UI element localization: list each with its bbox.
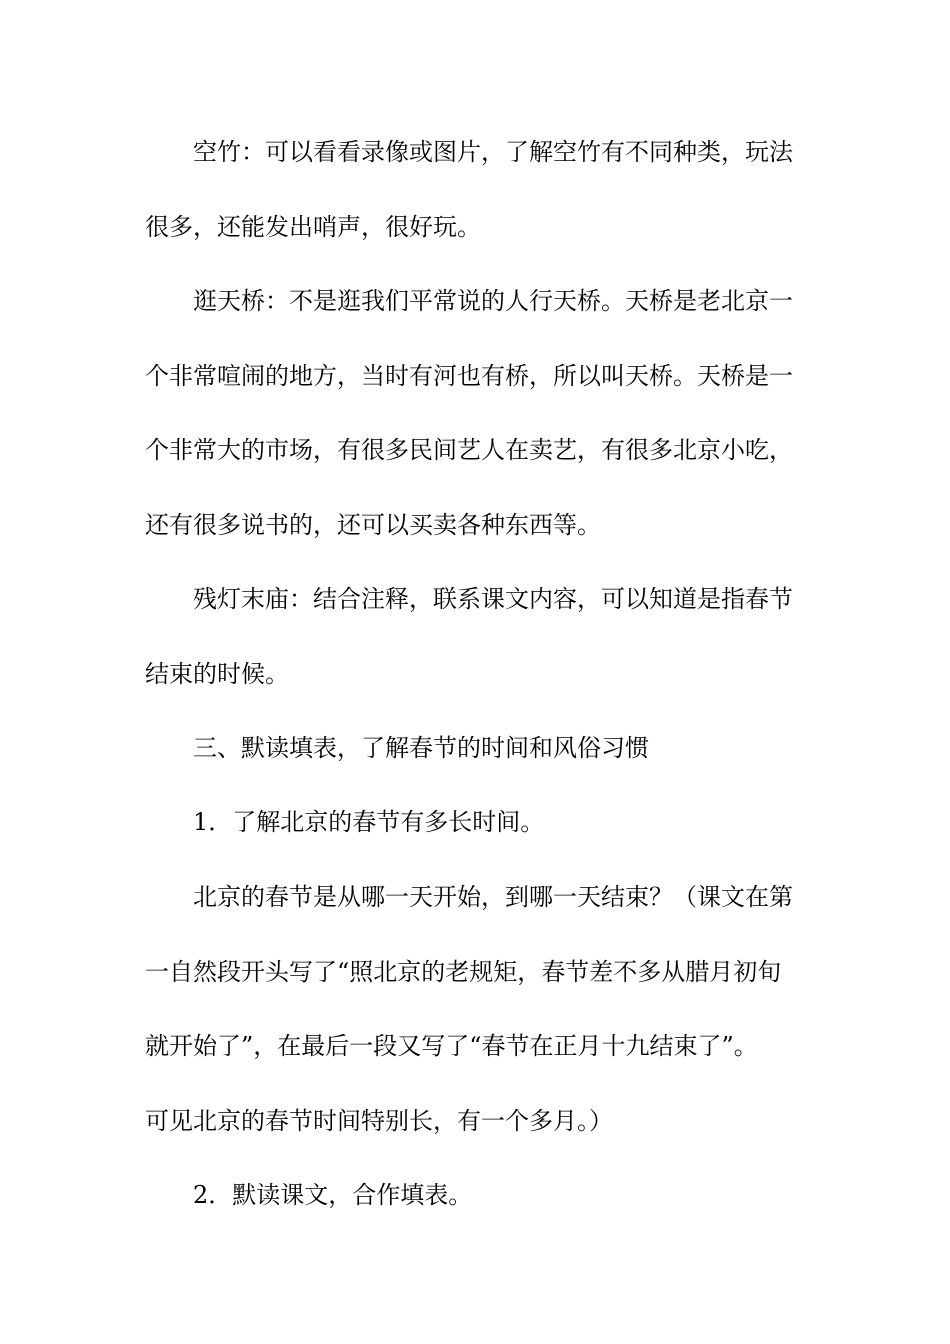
paragraph-guang-tianqiao [145,264,815,562]
paragraph-kongzhu [145,115,815,264]
text-line: 一自然段开头写了“照北京的老规矩，春节差不多从腊月初旬 [145,957,782,986]
paragraph-beijing-chunjie [145,860,815,1158]
text-line: 1．了解北京的春节有多长时间。 [193,808,545,836]
text-line: 三、默读填表，了解春节的时间和风俗习惯 [193,734,649,762]
text-line: 还有很多说书的，还可以买卖各种东西等。 [145,510,601,539]
text-line: 个非常大的市场，有很多民间艺人在卖艺，有很多北京小吃， [145,436,793,464]
text-line: 个非常喧闹的地方，当时有河也有桥，所以叫天桥。天桥是一 [145,361,793,390]
paragraph-candeng-momiao [145,562,815,711]
text-line: 残灯末庙：结合注释，联系课文内容，可以知道是指春节 [193,585,793,613]
section-heading-three [145,711,815,786]
text-line: 逛天桥：不是逛我们平常说的人行天桥。天桥是老北京一 [193,287,793,315]
text-line: 空竹：可以看看录像或图片，了解空竹有不同种类，玩法 [193,138,793,166]
list-item-two [145,1158,815,1233]
text-line: 2．默读课文，合作填表。 [193,1181,473,1209]
list-item-one [145,785,815,860]
text-line: 就开始了”，在最后一段又写了“春节在正月十九结束了”。 [145,1032,758,1060]
text-line: 很多，还能发出哨声，很好玩。 [145,212,481,241]
text-line: 结束的时候。 [145,659,289,688]
text-line: 北京的春节是从哪一天开始，到哪一天结束？（课文在第 [193,883,793,911]
text-line: 可见北京的春节时间特别长，有一个多月。） [145,1106,613,1135]
